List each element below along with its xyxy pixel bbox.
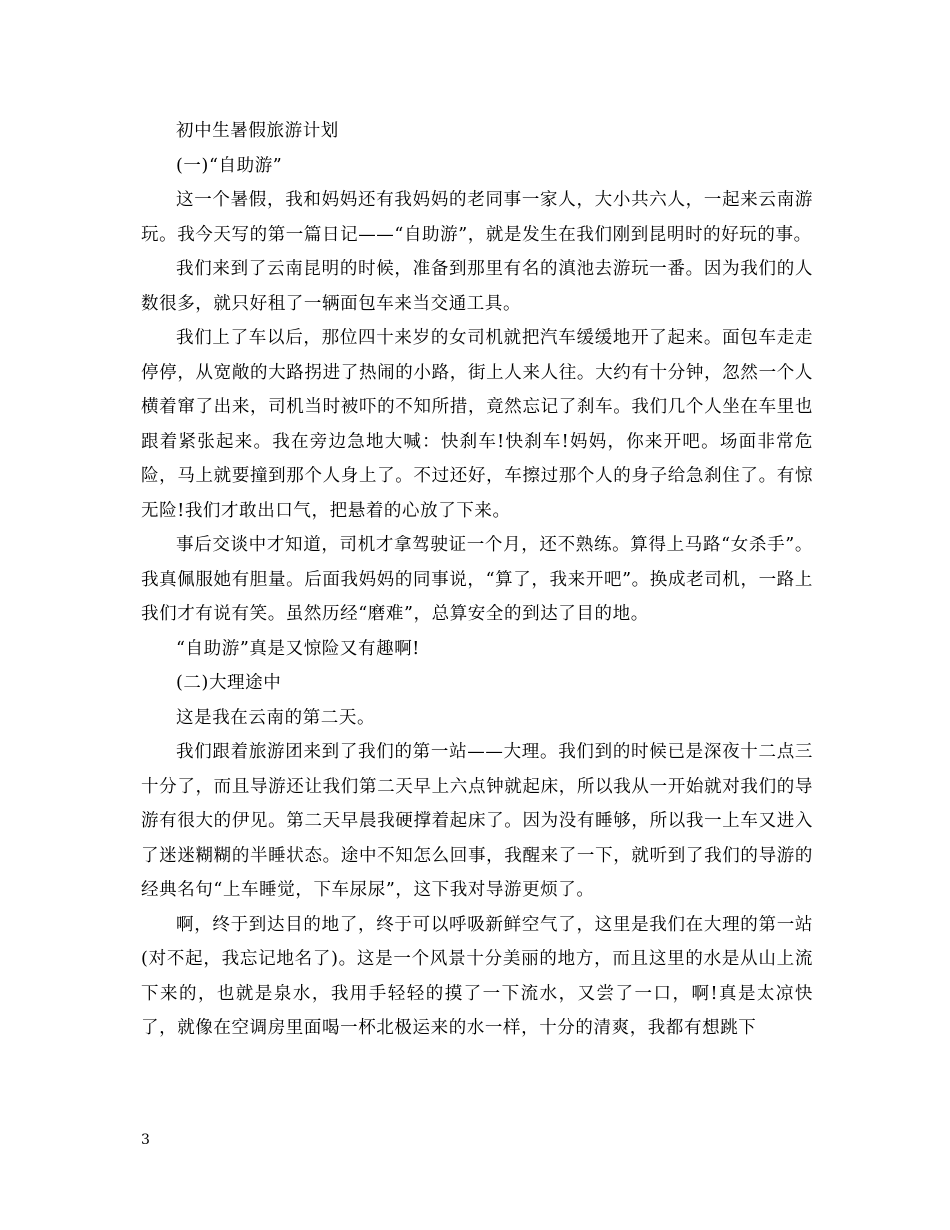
title-line: 初中生暑假旅游计划 <box>176 121 339 141</box>
paragraph: 这一个暑假，我和妈妈还有我妈妈的老同事一家人，大小共六人，一起来云南游玩。我今天写的第一篇日记——“自助游”，就是发生在我们刚到昆明时的好玩的事。 <box>141 190 813 245</box>
body-text <box>141 114 813 1046</box>
section-heading-2: (二)大理途中 <box>176 673 282 693</box>
paragraph: 我们上了车以后，那位四十来岁的女司机就把汽车缓缓地开了起来。面包车走走停停，从宽敞的大路拐进了热闹的小路，街上人来人往。大约有十分钟，忽然一个人横着窜了出来，司机当时被吓的不知所措，竟然忘记了刹车。我们几个人坐在车里也跟着紧张起来。我在旁边急地大喊：快刹车!快刹车!妈妈，你来开吧。场面非常危险，马上就要撞到那个人身上了。不过还好，车擦过那个人的身子给急刹住了。有惊无险!我们才敢出口气，把悬着的心放了下来。 <box>141 328 813 521</box>
paragraph: 啊，终于到达目的地了，终于可以呼吸新鲜空气了，这里是我们在大理的第一站(对不起，我忘记地名了)。这是一个风景十分美丽的地方，而且这里的水是从山上流下来的，也就是泉水，我用手轻轻的摸了一下流水，又尝了一口，啊!真是太凉快了，就像在空调房里面喝一杯北极运来的水一样，十分的清爽，我都有想跳下 <box>141 914 813 1038</box>
page-number: 3 <box>141 1132 150 1148</box>
paragraph: “自助游”真是又惊险又有趣啊! <box>176 638 420 659</box>
paragraph: 我们跟着旅游团来到了我们的第一站——大理。我们到的时候已是深夜十二点三十分了，而且导游还让我们第二天早上六点钟就起床，所以我从一开始就对我们的导游有很大的伊见。第二天早晨我硬撑着起床了。因为没有睡够，所以我一上车又进入了迷迷糊糊的半睡状态。途中不知怎么回事，我醒来了一下，就听到了我们的导游的经典名句“上车睡觉，下车尿尿”，这下我对导游更烦了。 <box>141 742 813 900</box>
paragraph: 事后交谈中才知道，司机才拿驾驶证一个月，还不熟练。算得上马路“女杀手”。我真佩服她有胆量。后面我妈妈的同事说，“算了，我来开吧”。换成老司机，一路上我们才有说有笑。虽然历经“磨难”，总算安全的到达了目的地。 <box>141 535 813 624</box>
paragraph: 这是我在云南的第二天。 <box>176 707 376 728</box>
paragraph: 我们来到了云南昆明的时候，准备到那里有名的滇池去游玩一番。因为我们的人数很多，就只好租了一辆面包车来当交通工具。 <box>141 259 813 314</box>
section-heading-1: (一)“自助游” <box>176 155 283 176</box>
